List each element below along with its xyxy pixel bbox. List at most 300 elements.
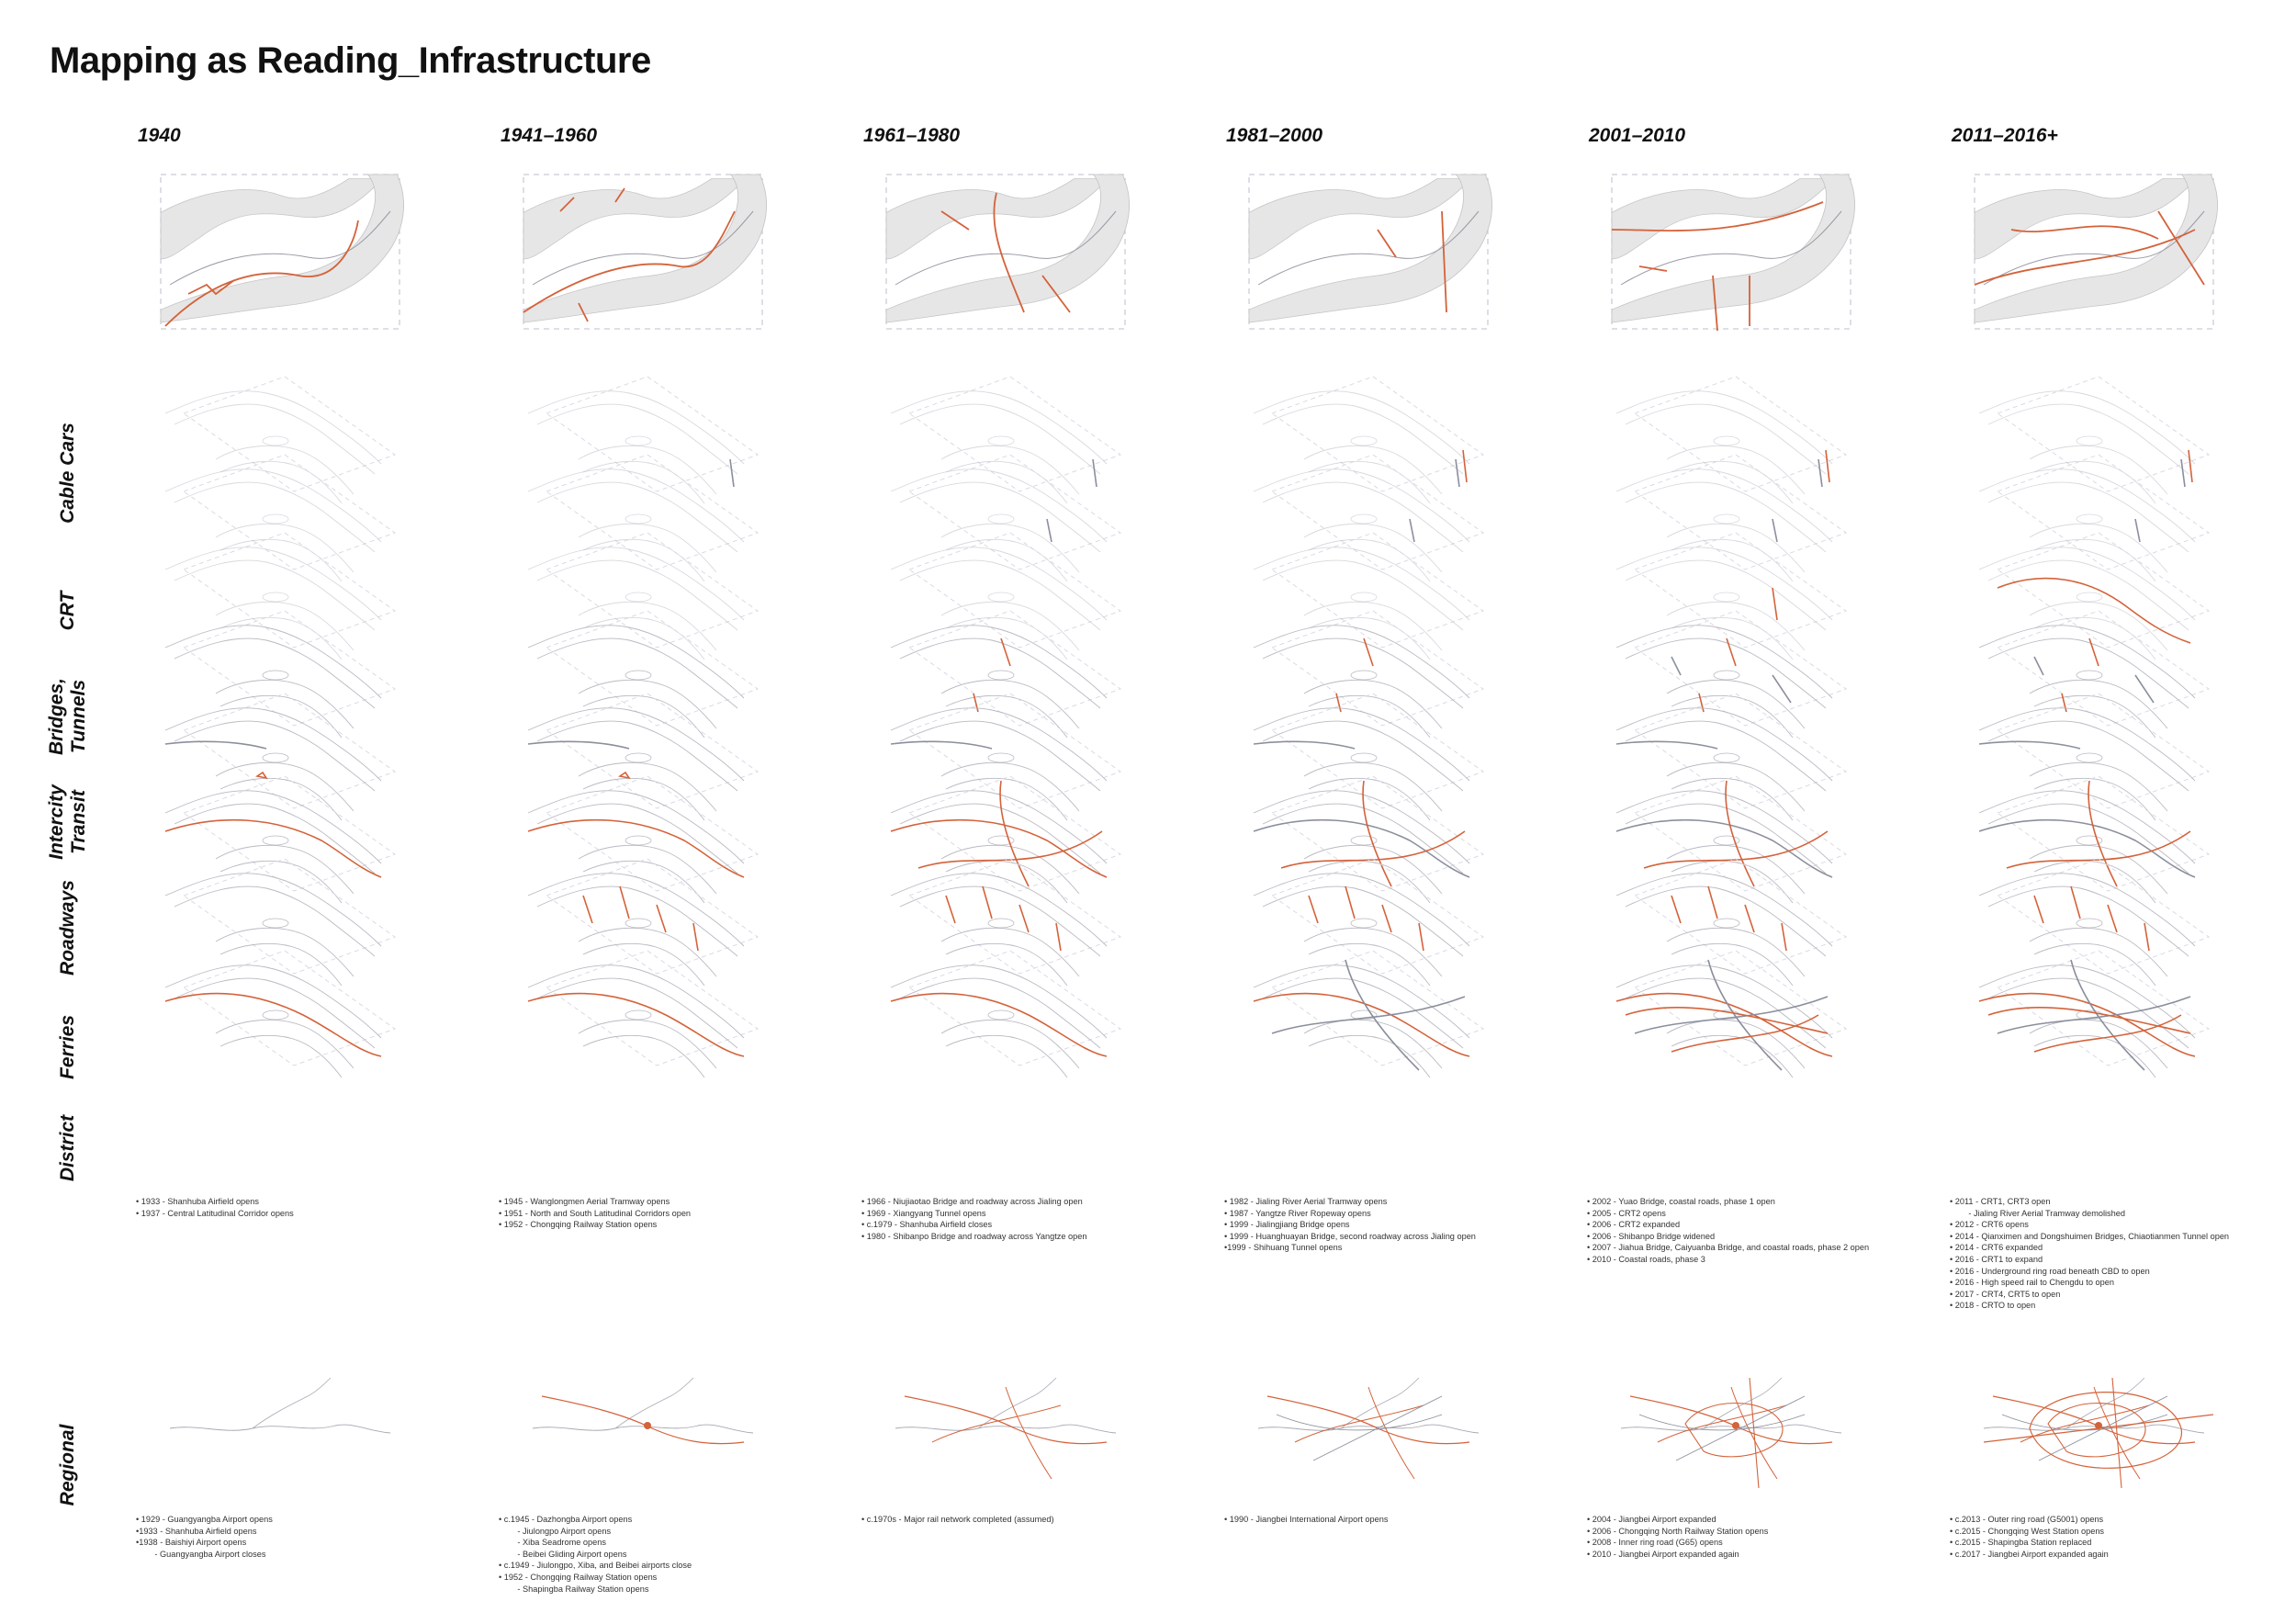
iso-island bbox=[1351, 514, 1377, 524]
iso-layer-1940-3 bbox=[165, 611, 395, 738]
iso-layer-frame bbox=[546, 611, 758, 726]
iso-island bbox=[263, 836, 288, 845]
plan-map-rivers bbox=[1249, 175, 1492, 322]
iso-layer-frame bbox=[546, 533, 758, 648]
iso-route bbox=[1272, 960, 1465, 1070]
iso-layer-frame bbox=[1272, 611, 1483, 726]
iso-island bbox=[988, 514, 1014, 524]
iso-island bbox=[2077, 436, 2102, 445]
iso-layer-2011-2016-1 bbox=[1979, 455, 2209, 581]
iso-river-edge bbox=[900, 404, 1100, 474]
iso-island bbox=[625, 753, 651, 762]
river-north bbox=[886, 179, 1109, 259]
iso-layer-1981-2000-4 bbox=[1254, 694, 1483, 820]
iso-layer-1941-1960-4 bbox=[528, 694, 758, 820]
iso-river-edge bbox=[1988, 804, 2189, 874]
iso-island bbox=[988, 919, 1014, 928]
iso-river-edge bbox=[174, 978, 375, 1048]
iso-layer-1941-1960-7 bbox=[528, 951, 758, 1077]
iso-river-edge bbox=[900, 560, 1100, 630]
iso-island bbox=[2077, 753, 2102, 762]
iso-island bbox=[263, 1010, 288, 1020]
period-heading-1981-2000: 1981–2000 bbox=[1226, 125, 1323, 146]
iso-river-edge bbox=[1626, 886, 1826, 956]
iso-layer-2001-2010-5 bbox=[1616, 776, 1846, 903]
iso-layer-1981-2000-3 bbox=[1254, 611, 1483, 738]
plan-map-1981-2000 bbox=[1249, 175, 1492, 329]
iso-river-edge bbox=[2030, 1020, 2167, 1068]
iso-river-edge bbox=[1667, 680, 1805, 728]
iso-island bbox=[625, 1010, 651, 1020]
regional-route bbox=[1267, 1396, 1469, 1444]
iso-river-edge bbox=[537, 804, 737, 874]
iso-island bbox=[1351, 592, 1377, 602]
regional-river bbox=[978, 1378, 1056, 1428]
iso-layer-frame bbox=[909, 533, 1120, 648]
iso-route bbox=[1463, 450, 1467, 482]
iso-layer-1961-1980-3 bbox=[891, 611, 1120, 738]
iso-island bbox=[1714, 753, 1739, 762]
iso-island bbox=[988, 671, 1014, 680]
iso-island bbox=[1714, 919, 1739, 928]
iso-island bbox=[988, 436, 1014, 445]
iso-river-edge bbox=[941, 680, 1079, 728]
iso-island bbox=[2077, 514, 2102, 524]
iso-route bbox=[2189, 450, 2192, 482]
iso-river-edge bbox=[174, 804, 375, 874]
iso-layer-frame bbox=[184, 455, 395, 570]
iso-island bbox=[1351, 436, 1377, 445]
iso-island bbox=[625, 919, 651, 928]
iso-layer-1961-1980-1 bbox=[891, 455, 1120, 581]
iso-river-edge bbox=[1988, 721, 2189, 791]
row-label-cable-cars: Cable Cars bbox=[57, 423, 78, 524]
iso-route bbox=[257, 773, 266, 778]
iso-river-edge bbox=[1626, 978, 1826, 1048]
iso-river-edge bbox=[941, 1020, 1079, 1068]
period-heading-1941-1960: 1941–1960 bbox=[501, 125, 598, 146]
iso-route bbox=[974, 638, 1010, 712]
iso-layer-frame bbox=[546, 455, 758, 570]
iso-river-edge bbox=[900, 482, 1100, 552]
iso-route bbox=[1773, 519, 1777, 542]
plan-map-rivers bbox=[886, 175, 1130, 322]
iso-river-edge bbox=[1626, 404, 1826, 474]
iso-river-edge bbox=[579, 1020, 716, 1068]
regional-river bbox=[895, 1425, 1116, 1433]
district-notes-1961-1980: • 1966 - Niujiaotao Bridge and roadway across Jialing open • 1969 - Xiangyang Tunnel opens • c.1979 - Shanhuba Airfield closes • 1980 - Shibanpo Bridge and roadway across Yangtze open bbox=[861, 1197, 1087, 1241]
iso-route bbox=[1616, 820, 1832, 877]
river-north bbox=[1612, 179, 1834, 259]
district-notes-1940: • 1933 - Shanhuba Airfield opens • 1937 - Central Latitudinal Corridor opens bbox=[136, 1197, 294, 1218]
iso-layer-frame bbox=[546, 694, 758, 808]
iso-river-edge bbox=[174, 482, 375, 552]
iso-river-edge bbox=[1667, 762, 1805, 811]
iso-river-edge bbox=[1988, 978, 2189, 1048]
iso-layer-1981-2000-5 bbox=[1254, 776, 1483, 903]
iso-river-edge bbox=[537, 560, 737, 630]
iso-island bbox=[625, 436, 651, 445]
iso-route bbox=[1254, 994, 1469, 1056]
regional-notes-1981-2000: • 1990 - Jiangbei International Airport opens bbox=[1224, 1515, 1389, 1524]
iso-layer-frame bbox=[909, 694, 1120, 808]
iso-layer-1961-1980-2 bbox=[891, 533, 1120, 660]
iso-layer-2001-2010-6 bbox=[1616, 859, 1846, 986]
row-label-crt: CRT bbox=[57, 591, 78, 631]
row-label-roadways: Roadways bbox=[57, 880, 78, 976]
row-label-intercity-transit: Intercity Transit bbox=[46, 784, 89, 860]
iso-layer-frame bbox=[909, 611, 1120, 726]
iso-river-edge bbox=[216, 928, 354, 976]
iso-layer-frame bbox=[184, 377, 395, 491]
iso-route bbox=[1998, 579, 2190, 643]
regional-notes-1941-1960: • c.1945 - Dazhongba Airport opens - Jiulongpo Airport opens - Xiba Seadrome opens - Beibei Gliding Airport opens • c.1949 - Jiulongpo, Xiba, and Beibei airports close • 1952 - Chongqing Railway Station opens - Shapingba Railway Station opens bbox=[499, 1515, 692, 1594]
iso-island bbox=[988, 753, 1014, 762]
iso-layer-frame bbox=[1635, 611, 1846, 726]
iso-layer-frame bbox=[1272, 694, 1483, 808]
iso-route bbox=[891, 994, 1107, 1056]
iso-layer-1940-5 bbox=[165, 776, 395, 903]
iso-island bbox=[263, 592, 288, 602]
iso-route bbox=[528, 994, 744, 1056]
iso-layer-1940-6 bbox=[165, 859, 395, 986]
iso-layer-2011-2016-3 bbox=[1979, 611, 2209, 738]
iso-river-edge bbox=[174, 638, 375, 708]
iso-river-edge bbox=[1988, 482, 2189, 552]
iso-layer-1940-1 bbox=[165, 455, 395, 581]
regional-route bbox=[2020, 1387, 2149, 1479]
row-label-regional: Regional bbox=[57, 1424, 78, 1506]
iso-layer-1941-1960-1 bbox=[528, 455, 758, 581]
iso-route bbox=[891, 741, 992, 749]
iso-layer-frame bbox=[1998, 694, 2209, 808]
iso-river-edge bbox=[1263, 482, 1463, 552]
iso-layer-1941-1960-3 bbox=[528, 611, 758, 738]
iso-layer-1941-1960-5 bbox=[528, 776, 758, 903]
iso-route bbox=[165, 820, 381, 877]
iso-layer-2011-2016-0 bbox=[1979, 377, 2209, 503]
iso-river-edge bbox=[900, 978, 1100, 1048]
iso-layer-2011-2016-2 bbox=[1979, 533, 2209, 660]
iso-island bbox=[988, 592, 1014, 602]
iso-river-edge bbox=[1626, 638, 1826, 708]
iso-layer-1961-1980-7 bbox=[891, 951, 1120, 1077]
iso-island bbox=[263, 753, 288, 762]
regional-map-1941-1960 bbox=[533, 1378, 753, 1444]
iso-island bbox=[263, 514, 288, 524]
plan-map-2011-2016 bbox=[1975, 175, 2218, 329]
plan-map-rivers bbox=[1612, 175, 1855, 322]
iso-river-edge bbox=[537, 404, 737, 474]
iso-river-edge bbox=[1304, 680, 1442, 728]
iso-layer-2001-2010-4 bbox=[1616, 694, 1846, 820]
iso-layer-frame bbox=[184, 859, 395, 974]
iso-island bbox=[2077, 592, 2102, 602]
iso-island bbox=[1714, 671, 1739, 680]
regional-route bbox=[905, 1396, 1107, 1444]
regional-route bbox=[1295, 1387, 1424, 1479]
iso-layer-2011-2016-6 bbox=[1979, 859, 2209, 986]
iso-route bbox=[1979, 741, 2080, 749]
iso-route bbox=[1336, 638, 1373, 712]
iso-island bbox=[263, 671, 288, 680]
iso-river-edge bbox=[900, 804, 1100, 874]
iso-island bbox=[1351, 753, 1377, 762]
regional-route bbox=[2002, 1396, 2167, 1460]
iso-river-edge bbox=[579, 845, 716, 894]
iso-route bbox=[1988, 1008, 2190, 1052]
period-heading-1961-1980: 1961–1980 bbox=[863, 125, 961, 146]
iso-island bbox=[1714, 436, 1739, 445]
regional-river bbox=[615, 1378, 693, 1428]
regional-route bbox=[1658, 1387, 1786, 1479]
iso-river-edge bbox=[1988, 638, 2189, 708]
regional-airport-marker bbox=[2095, 1422, 2102, 1429]
iso-route bbox=[2062, 638, 2099, 712]
iso-route bbox=[1998, 960, 2190, 1070]
regional-map-1961-1980 bbox=[895, 1378, 1116, 1479]
iso-river-edge bbox=[1988, 404, 2189, 474]
iso-river-edge bbox=[174, 721, 375, 791]
iso-layer-frame bbox=[546, 377, 758, 491]
iso-layer-frame bbox=[1998, 611, 2209, 726]
regional-river bbox=[170, 1425, 390, 1433]
iso-river-edge bbox=[174, 404, 375, 474]
iso-route bbox=[528, 820, 744, 877]
iso-river-edge bbox=[537, 886, 737, 956]
iso-layer-2001-2010-2 bbox=[1616, 533, 1846, 660]
regional-route bbox=[932, 1387, 1061, 1479]
iso-river-edge bbox=[216, 762, 354, 811]
iso-river-edge bbox=[174, 560, 375, 630]
iso-layer-1940-7 bbox=[165, 951, 395, 1077]
iso-island bbox=[2077, 919, 2102, 928]
regional-notes-2001-2010: • 2004 - Jiangbei Airport expanded • 2006 - Chongqing North Railway Station opens • 2008 - Inner ring road (G65) opens • 2010 - Jiangbei Airport expanded again bbox=[1587, 1515, 1769, 1559]
regional-notes-2011-2016: • c.2013 - Outer ring road (G5001) opens • c.2015 - Chongqing West Station opens • c.2015 - Shapingba Station replaced • c.2017 - Jiangbei Airport expanded again bbox=[1950, 1515, 2109, 1559]
iso-island bbox=[1351, 671, 1377, 680]
period-heading-2011-2016: 2011–2016+ bbox=[1952, 125, 2058, 146]
iso-layer-frame bbox=[1272, 377, 1483, 491]
iso-layer-1981-2000-2 bbox=[1254, 533, 1483, 660]
regional-map-1940 bbox=[170, 1378, 390, 1433]
regional-river bbox=[533, 1425, 753, 1433]
iso-island bbox=[625, 514, 651, 524]
iso-layer-2011-2016-4 bbox=[1979, 694, 2209, 820]
iso-river-edge bbox=[1263, 804, 1463, 874]
regional-river bbox=[1341, 1378, 1419, 1428]
iso-layer-2011-2016-5 bbox=[1979, 776, 2209, 903]
iso-river-edge bbox=[1988, 886, 2189, 956]
iso-layer-frame bbox=[909, 776, 1120, 891]
iso-route bbox=[1635, 960, 1828, 1070]
iso-route bbox=[620, 773, 629, 778]
regional-notes-1940: • 1929 - Guangyangba Airport opens •1933 - Shanhuba Airfield opens •1938 - Baishiyi Airport opens - Guangyangba Airport closes bbox=[136, 1515, 273, 1559]
row-label-district: District bbox=[57, 1114, 78, 1182]
regional-route bbox=[1277, 1396, 1442, 1460]
iso-island bbox=[625, 592, 651, 602]
iso-river-edge bbox=[1263, 560, 1463, 630]
iso-river-edge bbox=[537, 482, 737, 552]
iso-layer-2001-2010-0 bbox=[1616, 377, 1846, 503]
iso-layer-frame bbox=[546, 859, 758, 974]
iso-layer-1981-2000-1 bbox=[1254, 455, 1483, 581]
iso-river-edge bbox=[2030, 762, 2167, 811]
iso-river-edge bbox=[537, 721, 737, 791]
regional-map-2001-2010 bbox=[1621, 1378, 1841, 1488]
iso-layer-frame bbox=[1635, 694, 1846, 808]
iso-island bbox=[625, 671, 651, 680]
iso-island bbox=[625, 836, 651, 845]
iso-layer-frame bbox=[1272, 455, 1483, 570]
iso-layer-2001-2010-7 bbox=[1616, 951, 1846, 1077]
iso-route bbox=[1047, 519, 1052, 542]
iso-layer-1961-1980-0 bbox=[891, 377, 1120, 503]
iso-river-edge bbox=[1263, 978, 1463, 1048]
iso-route bbox=[1254, 820, 1469, 877]
iso-river-edge bbox=[900, 721, 1100, 791]
iso-river-edge bbox=[941, 762, 1079, 811]
river-north bbox=[1249, 179, 1471, 259]
iso-route bbox=[165, 741, 266, 749]
iso-river-edge bbox=[1304, 762, 1442, 811]
plan-map-rivers bbox=[523, 175, 767, 322]
iso-route bbox=[1699, 638, 1736, 712]
page-title: Mapping as Reading_Infrastructure bbox=[50, 40, 651, 81]
row-label-ferries: Ferries bbox=[57, 1014, 78, 1080]
iso-river-edge bbox=[1626, 721, 1826, 791]
regional-airport-marker bbox=[644, 1422, 651, 1429]
iso-route bbox=[1616, 741, 1717, 749]
period-heading-2001-2010: 2001–2010 bbox=[1589, 125, 1686, 146]
regional-map-1981-2000 bbox=[1258, 1378, 1479, 1479]
iso-river-edge bbox=[579, 680, 716, 728]
iso-layer-frame bbox=[909, 377, 1120, 491]
regional-river bbox=[253, 1378, 331, 1428]
iso-river-edge bbox=[216, 845, 354, 894]
plan-map-1940 bbox=[161, 175, 404, 329]
regional-river bbox=[1621, 1425, 1841, 1433]
regional-map-2011-2016 bbox=[1984, 1378, 2213, 1488]
period-heading-1940: 1940 bbox=[138, 125, 181, 146]
iso-layer-1940-0 bbox=[165, 377, 395, 503]
iso-river-edge bbox=[900, 886, 1100, 956]
iso-layer-1961-1980-5 bbox=[891, 776, 1120, 903]
iso-layer-frame bbox=[1998, 533, 2209, 648]
regional-airport-marker bbox=[1732, 1422, 1739, 1429]
iso-route bbox=[165, 994, 381, 1056]
iso-route bbox=[2135, 519, 2140, 542]
iso-river-edge bbox=[174, 886, 375, 956]
district-notes-1981-2000: • 1982 - Jialing River Aerial Tramway opens • 1987 - Yangtze River Ropeway opens • 1999 - Jialingjiang Bridge opens • 1999 - Huanghuayan Bridge, second roadway across Jialing open •1999 - Shihuang Tunnel opens bbox=[1224, 1197, 1476, 1253]
iso-island bbox=[1714, 592, 1739, 602]
iso-layer-1981-2000-7 bbox=[1254, 951, 1483, 1077]
iso-layer-frame bbox=[1272, 533, 1483, 648]
iso-river-edge bbox=[1626, 560, 1826, 630]
iso-layer-frame bbox=[909, 859, 1120, 974]
iso-island bbox=[263, 919, 288, 928]
iso-route bbox=[891, 820, 1107, 877]
iso-river-edge bbox=[1626, 482, 1826, 552]
plan-map-route bbox=[1378, 230, 1396, 257]
iso-route bbox=[1826, 450, 1829, 482]
iso-river-edge bbox=[1263, 886, 1463, 956]
iso-layer-frame bbox=[1272, 776, 1483, 891]
iso-route bbox=[528, 741, 629, 749]
iso-river-edge bbox=[1263, 721, 1463, 791]
regional-route bbox=[1639, 1396, 1805, 1460]
iso-layer-frame bbox=[1998, 776, 2209, 891]
iso-route bbox=[1410, 519, 1414, 542]
iso-layer-frame bbox=[1635, 533, 1846, 648]
iso-layer-frame bbox=[909, 455, 1120, 570]
regional-route bbox=[542, 1396, 744, 1444]
iso-river-edge bbox=[900, 638, 1100, 708]
iso-layer-2001-2010-3 bbox=[1616, 611, 1846, 738]
iso-river-edge bbox=[1988, 560, 2189, 630]
iso-layer-frame bbox=[184, 533, 395, 648]
iso-river-edge bbox=[216, 1020, 354, 1068]
iso-layer-frame bbox=[184, 694, 395, 808]
iso-river-edge bbox=[1626, 804, 1826, 874]
plan-map-1961-1980 bbox=[886, 175, 1130, 329]
iso-layer-2011-2016-7 bbox=[1979, 951, 2209, 1077]
iso-layer-1981-2000-6 bbox=[1254, 859, 1483, 986]
iso-layer-frame bbox=[184, 611, 395, 726]
iso-layer-1940-2 bbox=[165, 533, 395, 660]
iso-layer-2001-2010-1 bbox=[1616, 455, 1846, 581]
iso-layer-frame bbox=[1635, 455, 1846, 570]
iso-river-edge bbox=[1304, 1020, 1442, 1068]
iso-river-edge bbox=[579, 762, 716, 811]
iso-river-edge bbox=[1263, 638, 1463, 708]
iso-island bbox=[263, 436, 288, 445]
iso-river-edge bbox=[2030, 680, 2167, 728]
iso-river-edge bbox=[1667, 1020, 1805, 1068]
iso-river-edge bbox=[216, 680, 354, 728]
iso-river-edge bbox=[1263, 404, 1463, 474]
iso-layer-1981-2000-0 bbox=[1254, 377, 1483, 503]
plan-map-1941-1960 bbox=[523, 175, 767, 329]
iso-route bbox=[1626, 1008, 1828, 1052]
iso-layer-frame bbox=[1272, 859, 1483, 974]
iso-layer-1941-1960-6 bbox=[528, 859, 758, 986]
iso-layer-1940-4 bbox=[165, 694, 395, 820]
regional-notes-1961-1980: • c.1970s - Major rail network completed (assumed) bbox=[861, 1515, 1054, 1524]
iso-layer-1941-1960-2 bbox=[528, 533, 758, 660]
iso-layer-frame bbox=[1635, 377, 1846, 491]
iso-route bbox=[1254, 741, 1355, 749]
iso-layer-1961-1980-6 bbox=[891, 859, 1120, 986]
iso-layer-1961-1980-4 bbox=[891, 694, 1120, 820]
iso-layer-frame bbox=[1635, 776, 1846, 891]
row-label-bridges-tunnels: Bridges, Tunnels bbox=[46, 677, 89, 756]
iso-layer-frame bbox=[1998, 377, 2209, 491]
iso-layer-frame bbox=[546, 776, 758, 891]
iso-river-edge bbox=[537, 638, 737, 708]
river-north bbox=[523, 179, 746, 259]
iso-layer-frame bbox=[1998, 455, 2209, 570]
iso-layer-frame bbox=[184, 776, 395, 891]
regional-river bbox=[1258, 1425, 1479, 1433]
iso-route bbox=[1773, 588, 1777, 620]
iso-island bbox=[1351, 919, 1377, 928]
iso-river-edge bbox=[537, 978, 737, 1048]
iso-layer-frame bbox=[1635, 859, 1846, 974]
plan-map-2001-2010 bbox=[1612, 175, 1855, 331]
iso-island bbox=[2077, 671, 2102, 680]
iso-layer-frame bbox=[1998, 859, 2209, 974]
iso-route bbox=[1979, 820, 2195, 877]
